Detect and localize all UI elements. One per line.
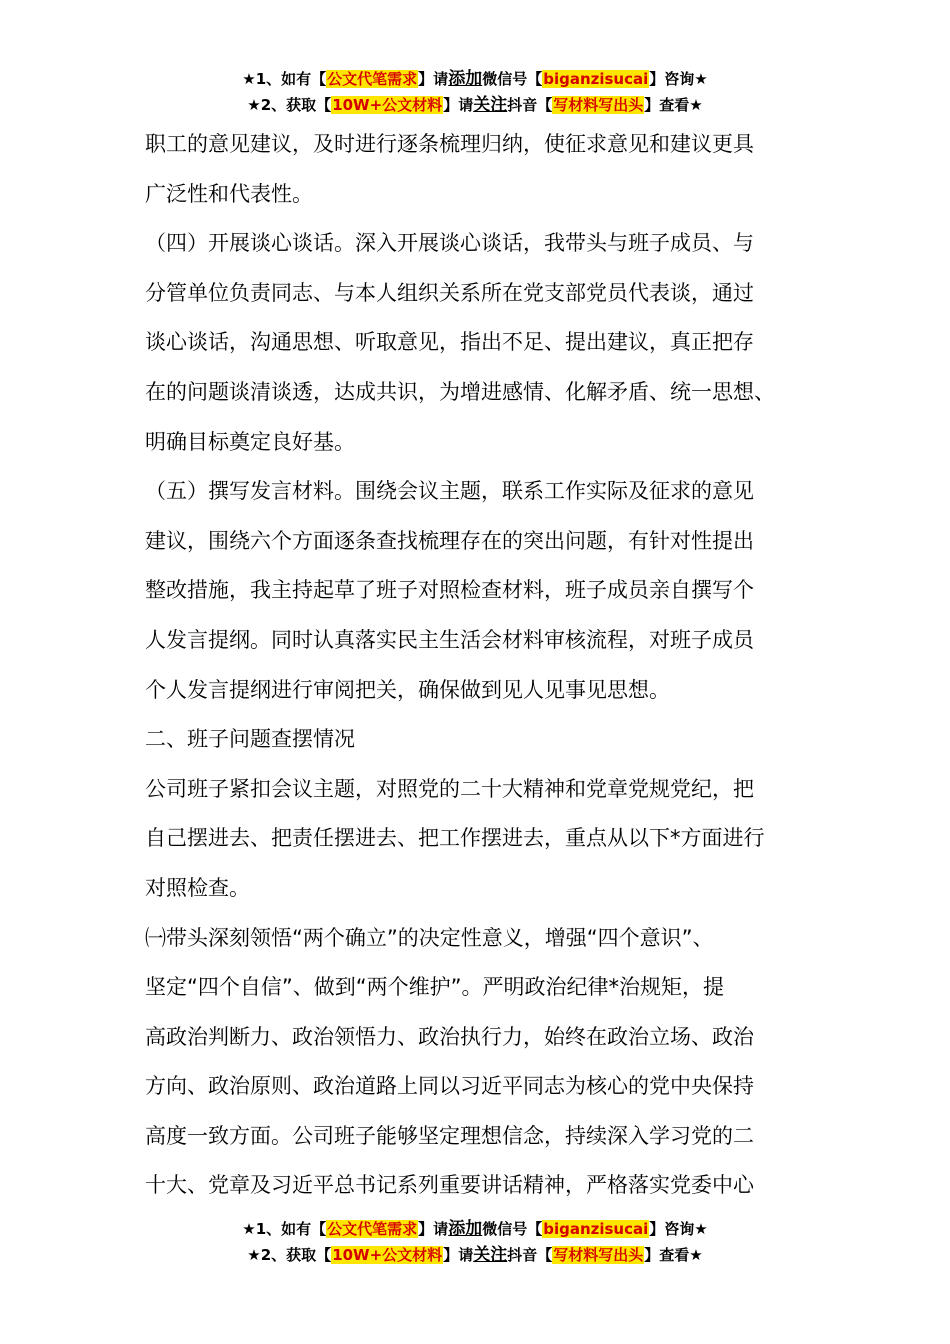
paragraph-line: ㈠带头深刻领悟“两个确立”的决定性意义，增强“四个意识”、 [145, 925, 714, 950]
highlight-materials: 10W+公文材料 [332, 1246, 443, 1264]
banner-line-2 [0, 1242, 950, 1268]
highlight-service: 公文代笔需求 [327, 1220, 418, 1238]
document-body [145, 120, 825, 1211]
paragraph-line: 谈心谈话，沟通思想、听取意见，指出不足、提出建议，真正把存 [145, 330, 754, 355]
paragraph-line: （五）撰写发言材料。围绕会议主题，联系工作实际及征求的意见 [145, 479, 754, 504]
underlined-text: 关注 [473, 95, 508, 115]
paragraph-line: 公司班子紧扣会议主题，对照党的二十大精神和党章党规党纪，把 [145, 776, 754, 801]
highlight-wechat-id: biganzisucai [543, 70, 649, 88]
banner-text: ★2、获取【 [247, 1246, 332, 1264]
section-heading: 二、班子问题查摆情况 [145, 727, 355, 752]
banner-text: 抖音【 [507, 1246, 553, 1264]
banner-text: 】查看★ [644, 1246, 703, 1264]
paragraph-line: 方向、政治原则、政治道路上同以习近平同志为核心的党中央保持 [145, 1074, 754, 1099]
banner-text: 】咨询★ [649, 70, 708, 88]
paragraph-line: 建议，围绕六个方面逐条查找梳理存在的突出问题，有针对性提出 [145, 528, 754, 553]
highlight-service: 公文代笔需求 [327, 70, 418, 88]
paragraph-line: 分管单位负责同志、与本人组织关系所在党支部党员代表谈，通过 [145, 280, 754, 305]
banner-text: 】咨询★ [649, 1220, 708, 1238]
paragraph-line: 高度一致方面。公司班子能够坚定理想信念，持续深入学习党的二 [145, 1123, 754, 1148]
paragraph-line: 职工的意见建议，及时进行逐条梳理归纳，使征求意见和建议更具 [145, 132, 754, 156]
underlined-text: 关注 [473, 1245, 508, 1265]
highlight-account: 写材料写出头 [553, 96, 644, 114]
header-banner [0, 66, 950, 118]
underlined-text: 添加 [448, 69, 483, 89]
banner-text: 抖音【 [507, 96, 553, 114]
underlined-text: 添加 [448, 1219, 483, 1239]
paragraph-line: 十大、党章及习近平总书记系列重要讲话精神，严格落实党委中心 [145, 1173, 754, 1198]
banner-text: ★2、获取【 [247, 96, 332, 114]
banner-text: 】查看★ [644, 96, 703, 114]
paragraph-line: 在的问题谈清谈透，达成共识，为增进感情、化解矛盾、统一思想、 [145, 379, 775, 404]
banner-line-1 [0, 1216, 950, 1242]
paragraph-line: 广泛性和代表性。 [145, 181, 313, 206]
paragraph-line: （四）开展谈心谈话。深入开展谈心谈话，我带头与班子成员、与 [145, 231, 754, 256]
paragraph-line: 明确目标奠定良好基。 [145, 429, 355, 454]
banner-line-1 [0, 66, 950, 92]
paragraph-line: 整改措施，我主持起草了班子对照检查材料，班子成员亲自撰写个 [145, 578, 754, 603]
paragraph-line: 人发言提纲。同时认真落实民主生活会材料审核流程，对班子成员 [145, 627, 754, 652]
paragraph-line: 自己摆进去、把责任摆进去、把工作摆进去，重点从以下*方面进行 [145, 826, 765, 851]
banner-text: 】请 [443, 1246, 474, 1264]
highlight-materials: 10W+公文材料 [332, 96, 443, 114]
paragraph-line: 坚定“四个自信”、做到“两个维护”。严明政治纪律*治规矩，提 [145, 975, 725, 1000]
highlight-account: 写材料写出头 [553, 1246, 644, 1264]
banner-text: ★1、如有【 [242, 70, 327, 88]
footer-banner [0, 1216, 950, 1268]
banner-text: 】请 [443, 96, 474, 114]
banner-line-2 [0, 92, 950, 118]
banner-text: 】请 [418, 1220, 449, 1238]
banner-text: 】请 [418, 70, 449, 88]
banner-text: 微信号【 [482, 70, 543, 88]
paragraph-line: 对照检查。 [145, 875, 250, 900]
paragraph-line: 个人发言提纲进行审阅把关，确保做到见人见事见思想。 [145, 677, 670, 702]
banner-text: ★1、如有【 [242, 1220, 327, 1238]
banner-text: 微信号【 [482, 1220, 543, 1238]
paragraph-line: 高政治判断力、政治领悟力、政治执行力，始终在政治立场、政治 [145, 1024, 754, 1049]
highlight-wechat-id: biganzisucai [543, 1220, 649, 1238]
